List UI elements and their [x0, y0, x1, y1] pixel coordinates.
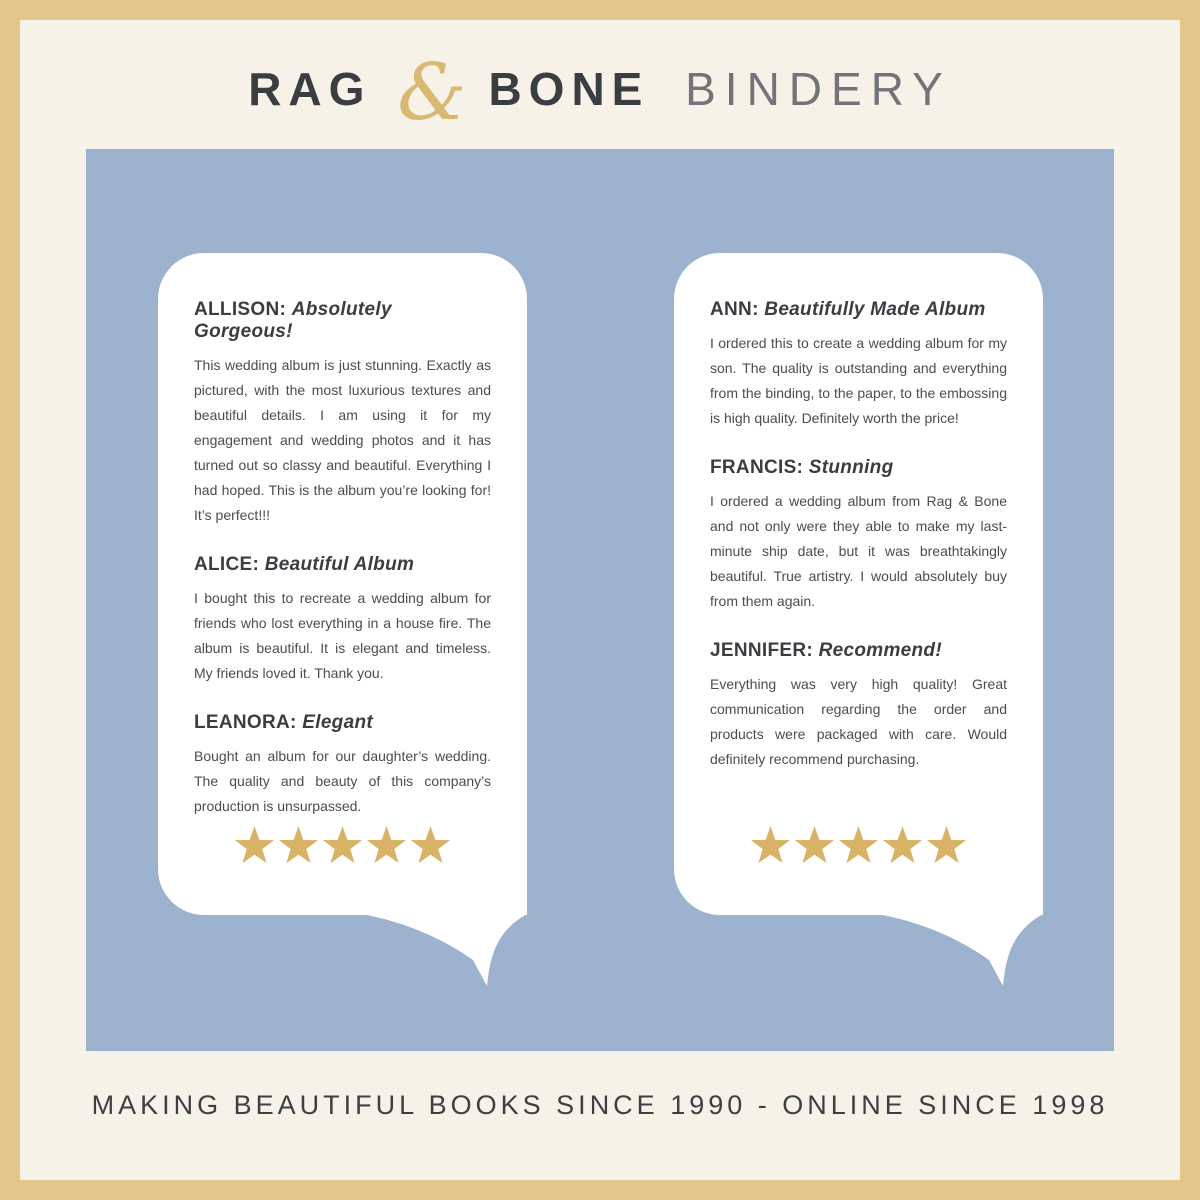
- star-icon: [366, 826, 407, 865]
- speech-bubble-tail: [337, 914, 527, 988]
- star-icon: [410, 826, 451, 865]
- star-icon: [794, 826, 835, 865]
- review-body: I bought this to recreate a wedding album for friends who lost everything in a house fire. The album is beautiful. It is elegant and timeless. My friends loved it. Thank you.: [194, 590, 491, 681]
- review-body: I ordered this to create a wedding album for my son. The quality is outstanding and everything from the binding, to the paper, to the embossing is high quality. Definitely worth the price!: [710, 335, 1007, 426]
- star-icon: [882, 826, 923, 865]
- reviewer-name: ALICE:: [194, 554, 260, 575]
- review: [194, 299, 491, 528]
- review-body: Everything was very high quality! Great communication regarding the order and products were packaged with care. Would definitely recommend purchasing.: [710, 676, 1007, 767]
- review: [194, 554, 491, 686]
- brand-word-bone: BONE: [488, 63, 650, 115]
- reviewer-name: JENNIFER:: [710, 640, 813, 661]
- review-title: Recommend!: [818, 640, 942, 661]
- star-rating: [674, 826, 1043, 865]
- review: [710, 299, 1007, 431]
- star-icon: [234, 826, 275, 865]
- review-title: Absolutely Gorgeous!: [194, 299, 392, 342]
- review-title: Beautiful Album: [264, 554, 415, 575]
- speech-bubble-tail: [853, 914, 1043, 988]
- reviews-list: [194, 299, 491, 819]
- review-body: This wedding album is just stunning. Exactly as pictured, with the most luxurious textures and beautiful details. I am using it for my engagement and wedding photos and it has turned out so classy and beautiful. Everything I had hoped. This is the album you’re looking for! It’s perfect!!!: [194, 357, 491, 523]
- review-title: Elegant: [302, 712, 373, 733]
- reviews-panel: [86, 149, 1114, 1051]
- star-icon: [750, 826, 791, 865]
- review: [710, 640, 1007, 772]
- brand-word-rag: RAG: [248, 63, 372, 115]
- brand-ampersand-icon: &: [397, 48, 467, 138]
- star-icon: [838, 826, 879, 865]
- tagline: MAKING BEAUTIFUL BOOKS SINCE 1990 - ONLINE SINCE 1998: [91, 1090, 1109, 1120]
- reviews-list: [710, 299, 1007, 772]
- speech-bubble-left: [158, 253, 527, 915]
- reviewer-name: ALLISON:: [194, 299, 287, 320]
- brand-logo: [0, 48, 1200, 138]
- speech-bubble-right: [674, 253, 1043, 915]
- reviewer-name: FRANCIS:: [710, 457, 804, 478]
- reviewer-name: ANN:: [710, 299, 759, 320]
- review: [194, 712, 491, 819]
- review-title: Stunning: [808, 457, 894, 478]
- star-icon: [278, 826, 319, 865]
- reviewer-name: LEANORA:: [194, 712, 297, 733]
- brand-word-bindery: BINDERY: [685, 63, 952, 115]
- review-title: Beautifully Made Album: [764, 299, 986, 320]
- review-body: Bought an album for our daughter’s wedding. The quality and beauty of this company’s production is unsurpassed.: [194, 748, 491, 814]
- review: [710, 457, 1007, 614]
- star-icon: [322, 826, 363, 865]
- star-rating: [158, 826, 527, 865]
- review-body: I ordered a wedding album from Rag & Bone and not only were they able to make my last-minute ship date, but it was breathtakingly beautiful. True artistry. I would absolutely buy from them again.: [710, 493, 1007, 609]
- star-icon: [926, 826, 967, 865]
